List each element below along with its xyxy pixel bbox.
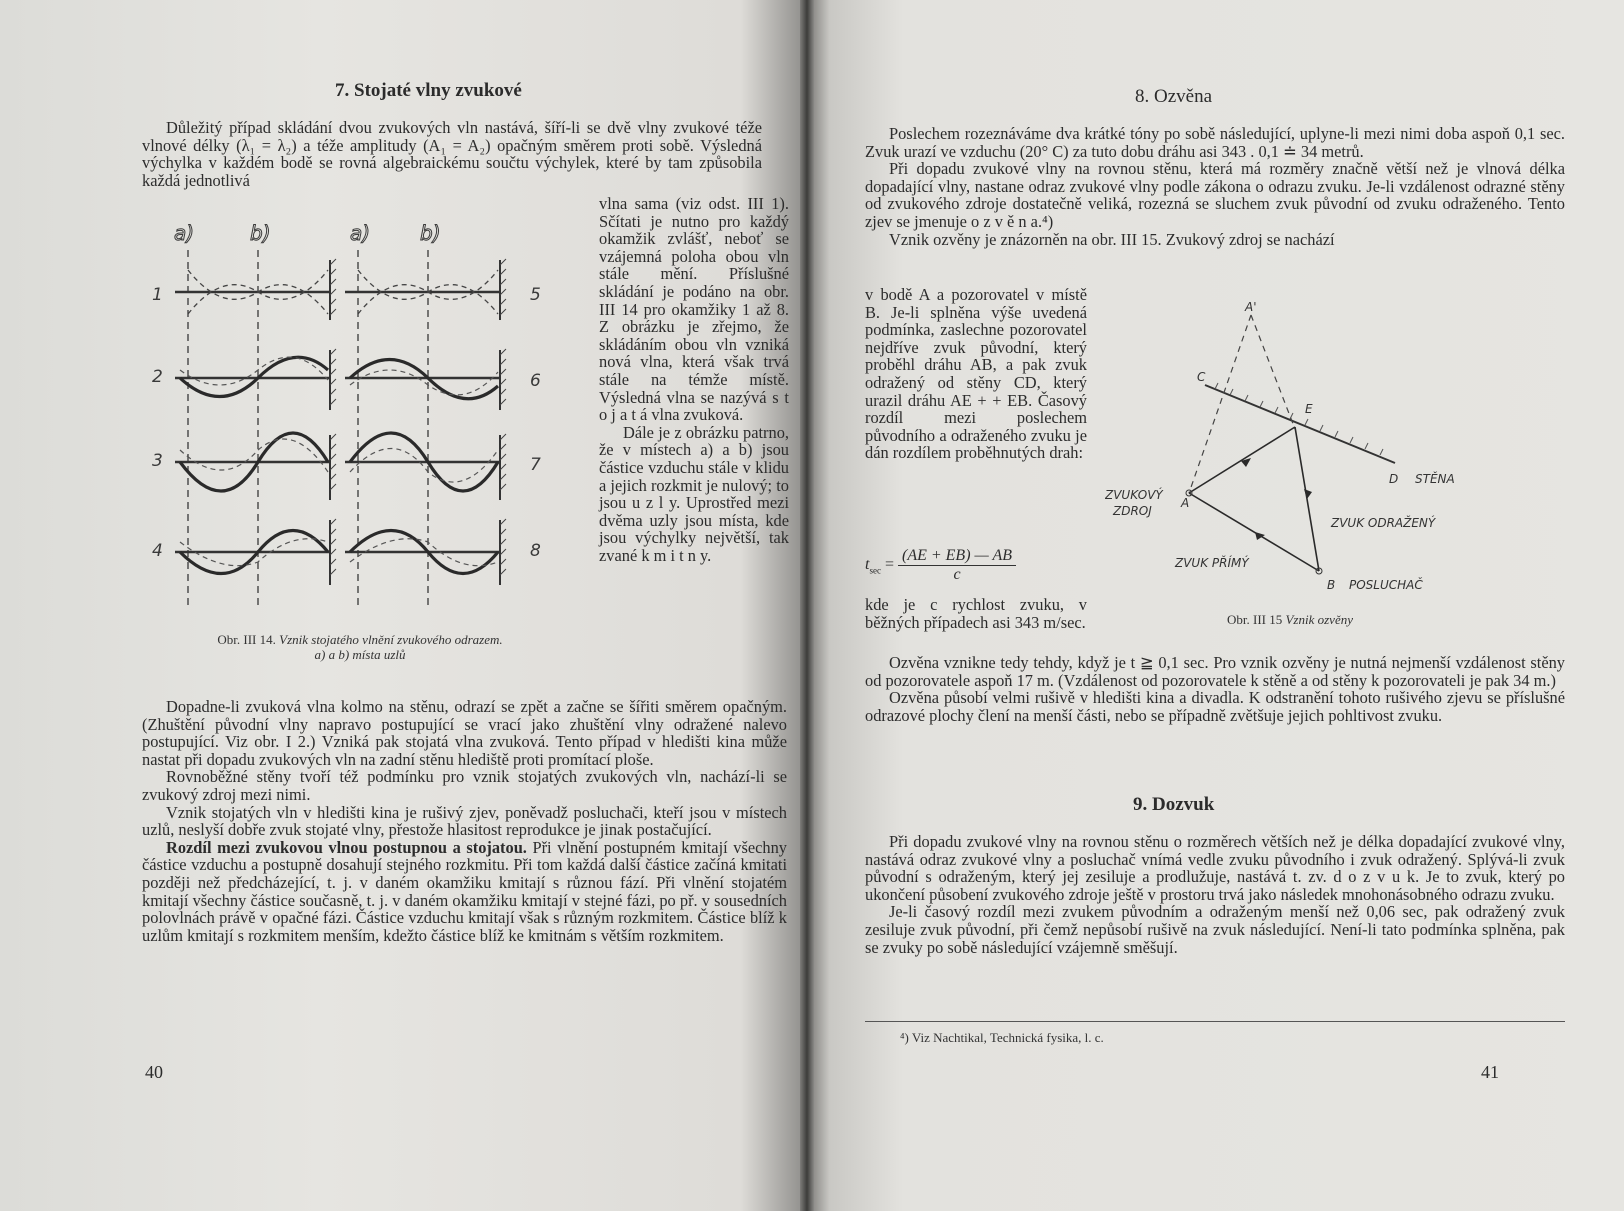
lower-paragraphs xyxy=(142,698,787,944)
section-heading-8 xyxy=(1135,86,1212,108)
caption2-italic: Vznik ozvěny xyxy=(1285,612,1353,627)
label-b-right: b) xyxy=(420,221,441,245)
page-number-left: 40 xyxy=(145,1062,163,1082)
footnote: ⁴) Viz Nachtikal, Technická fysika, l. c. xyxy=(900,1030,1104,1045)
paragraph-4: Vznik stojatých vln v hledišti kina je rušivý zjev, poněvadž posluchači, kteří jsou v místech uzlů, neslyší dobře zvuk stojaté vlny, přestože hlasitost reprodukce je jinak postačující. xyxy=(142,802,787,840)
r-paragraph-2: Při dopadu zvukové vlny na rovnou stěnu, která má rozměry značně větší než je vlnová délka dopadající vlny, nastane odraz zvukové vlny podle zákona o odrazu zvuku. Je-li vzdálenost odrazné stěny od zvukového zdroje dostatečně veliká, rozezná se sluchem zvuk původní od zvuku odraženého. Tento zjev se jmenuje o z v ě n a.⁴) xyxy=(865,159,1565,231)
label-zvukovy: ZVUKOVÝ xyxy=(1105,488,1163,502)
echo-figure xyxy=(1105,295,1535,605)
label-C: C xyxy=(1197,370,1206,384)
caption-prefix: Obr. III 14. xyxy=(217,632,276,647)
row-number-7: 7 xyxy=(530,455,541,475)
label-A-prime: A' xyxy=(1245,300,1257,314)
intro-paragraph xyxy=(142,119,762,189)
heading-8-text: 8. Ozvěna xyxy=(1135,86,1213,107)
book-gutter xyxy=(800,0,814,1211)
row-number-4: 4 xyxy=(152,541,163,561)
caption2-prefix: Obr. III 15 xyxy=(1226,612,1283,627)
label-a-right: a) xyxy=(350,221,371,245)
ozvena-paragraphs-2 xyxy=(865,654,1565,724)
caption-line2: a) a b) místa uzlů xyxy=(314,647,406,662)
label-zvuk-primy: ZVUK PŘÍMÝ xyxy=(1175,556,1249,570)
row-number-6: 6 xyxy=(530,371,541,391)
r-paragraph-4: Ozvěna vznikne tedy tehdy, když je t ≧ 0,1 sec. Pro vznik ozvěny je nutná nejmenší vzdálenost stěny od pozorovatele aspoň 17 m. (Vzdálenost od pozorovatele k stěně a od stěny k pozorovateli je pak 34 m.) xyxy=(865,653,1565,690)
label-E: E xyxy=(1305,402,1313,416)
paragraph-5-bold: Rozdíl mezi zvukovou vlnou postupnou a stojatou. xyxy=(166,837,527,857)
r-paragraph-5: Ozvěna působí velmi rušivě v hledišti kina a divadla. K odstranění tohoto rušivého zjevu se příslušné odrazové plochy člení na menší části, nebo se případně zvětšuje jejich pohltivost zvuku. xyxy=(865,688,1565,725)
r-paragraph-1: Poslechem rozeznáváme dva krátké tóny po sobě následující, uplyne-li mezi nimi doba aspoň 0,1 sec. Zvuk urazí ve vzduchu (20° C) za tuto dobu dráhu asi 343 . 0,1 ≐ 34 metrů. xyxy=(865,124,1565,161)
side-text-1: vlna sama (viz odst. III 1). Sčítati je nutno pro každý okamžik zvlášť, neboť se vzájemná poloha obou vln stále mění. Příslušné skládání je podáno na obr. III 14 pro okamžiky 1 až 8. Z obrázku je zřejmo, že skládáním obou vln vzniká nová vlna, která však trvá stále na témže místě. Výsledná vlna se nazývá s t o j a t á vlna zvuková. xyxy=(599,194,789,425)
right-page xyxy=(805,0,1624,1211)
row-number-1: 1 xyxy=(152,285,163,305)
paragraph-3: Rovnoběžné stěny tvoří též podmínku pro vznik stojatých zvukových vln, nachází-li se zvukový zdroj mezi nimi. xyxy=(142,767,787,804)
formula-denominator: c xyxy=(953,566,961,583)
r-side-column xyxy=(865,286,1087,462)
figure-caption-III14 xyxy=(140,632,580,662)
page-number-right: 41 xyxy=(1481,1062,1499,1082)
ozvena-paragraphs xyxy=(865,125,1565,248)
r-side-text: v bodě A a pozorovatel v místě B. Je-li splněna výše uvedená podmínka, zaslechne pozorovatel nejdříve zvuk původní, který proběhl dráhu AB, a pak zvuk odražený od stěny CD, který urazil dráhu AE + + EB. Časový rozdíl mezi poslechem původního a odraženého zvuku je dán rozdílem proběhnutých drah: xyxy=(865,285,1087,463)
paragraph-5: Při vlnění postupném kmitají všechny částice vzduchu a postupně dosahují stejného rozkmitu. Při tom každá další částice začíná kmitati později než předcházející, t. j. v daném okamžiku kmitají s různou fází. Při vlnění stojatém kmitají všechny částice současně, t. j. v daném okamžiku kmitají v stejné fázi, po př. v sousedních polovlnách právě v opačné fázi. Částice vzduchu kmitají však s různým rozkmitem. Částice blíž k uzlům kmitají s rozkmitem menším, kdežto částice blíž ke kmitnám s větším rozkmitem. xyxy=(142,837,787,945)
footnote-rule xyxy=(865,1021,1565,1022)
row-number-3: 3 xyxy=(152,451,163,471)
figure-caption-III15 xyxy=(1150,612,1430,627)
intro-text: Důležitý případ skládání dvou zvukových vln nastává, šíří-li se dvě vlny zvukové téže vlnové délky (λ₁ = λ₂) a téže amplitudy (A₁ = A₂) opačným směrem proti sobě. Výsledná výchylka v každém bodě se rovná algebraickému součtu výchylek, které by tam způsobila každá jednotlivá xyxy=(142,118,762,190)
formula-numerator: (AE + EB) — AB xyxy=(898,547,1016,566)
r-paragraph-6: Při dopadu zvukové vlny na rovnou stěnu o rozměrech větších než je délka dopadající zvukové vlny, nastává odraz zvukové vlny a posluchač vnímá vedle zvuku původního i zvuk odražený. Splývá-li zvuk původní s odraženým, který jej zesiluje a prodlužuje, nastává t. zv. d o z v u k. Je to zvuk, který po ukončení působení zvukového zdroje ještě v prostoru trvá jako následek mnohonásobného odrazu zvuku. xyxy=(865,832,1565,904)
label-B: B xyxy=(1327,578,1336,592)
r-side-text-2: kde je c rychlost zvuku, v běžných případech asi 343 m/sec. xyxy=(865,595,1087,632)
label-posluchac: POSLUCHAČ xyxy=(1349,578,1423,592)
r-paragraph-7: Je-li časový rozdíl mezi zvukem původním a odraženým menší než 0,06 sec, pak odražený zvuk zesiluje zvuk původní, při čemž nepůsobí rušivě na zvuk následující. Není-li tato podmínka splněna, pak se zvuky po sobě následující vzájemně směšují. xyxy=(865,902,1565,957)
row-number-2: 2 xyxy=(152,367,163,387)
dozvuk-paragraphs xyxy=(865,833,1565,956)
standing-wave-figure xyxy=(140,210,560,620)
paragraph-2: Dopadne-li zvuková vlna kolmo na stěnu, odrazí se zpět a začne se šířiti směrem opačným. (Zhuštění původní vlny napravo postupující se vrací jako zhuštění vlny odražené nalevo postupující. Viz obr. I 2.) Vzniká pak stojatá vlna zvuková. Tento případ v hledišti kina může nastat při dopadu zvukových vln na zadní stěnu hlediště proti promítací ploše. xyxy=(142,697,787,769)
formula-sub: sec xyxy=(869,565,881,576)
label-zdroj: ZDROJ xyxy=(1113,504,1152,518)
label-A: A xyxy=(1181,496,1190,510)
r-side-column-2 xyxy=(865,596,1087,631)
label-stena: STĚNA xyxy=(1415,472,1455,486)
label-zvuk-odrazeny: ZVUK ODRAŽENÝ xyxy=(1331,516,1436,530)
side-text-2: Dále je z obrázku patrno, že v místech a) a b) jsou částice vzduchu stále v klidu a jejich rozkmit je nulový; to jsou u z l y. Uprostřed mezi dvěma uzly jsou místa, kde jsou výchylky největší, tak zvané k m i t n y. xyxy=(599,422,789,565)
label-b-left: b) xyxy=(250,221,271,245)
row-number-5: 5 xyxy=(530,285,541,305)
row-number-8: 8 xyxy=(530,541,541,561)
r-paragraph-3: Vznik ozvěny je znázorněn na obr. III 15. Zvukový zdroj se nachází xyxy=(889,229,1335,249)
label-a-left: a) xyxy=(174,221,195,245)
caption-italic: Vznik stojatého vlnění zvukového odrazem. xyxy=(279,632,503,647)
delay-formula: $t_{sec}$ = $\frac{(AE + EB) — AB}{c}$ xyxy=(865,547,1016,584)
section-heading-7: 7. Stojaté vlny zvukové xyxy=(335,80,522,101)
side-text-column xyxy=(599,195,789,564)
label-D: D xyxy=(1389,472,1399,486)
formula-lhs: t xyxy=(865,556,870,574)
left-page xyxy=(0,0,805,1211)
section-heading-9: 9. Dozvuk xyxy=(1133,794,1215,815)
